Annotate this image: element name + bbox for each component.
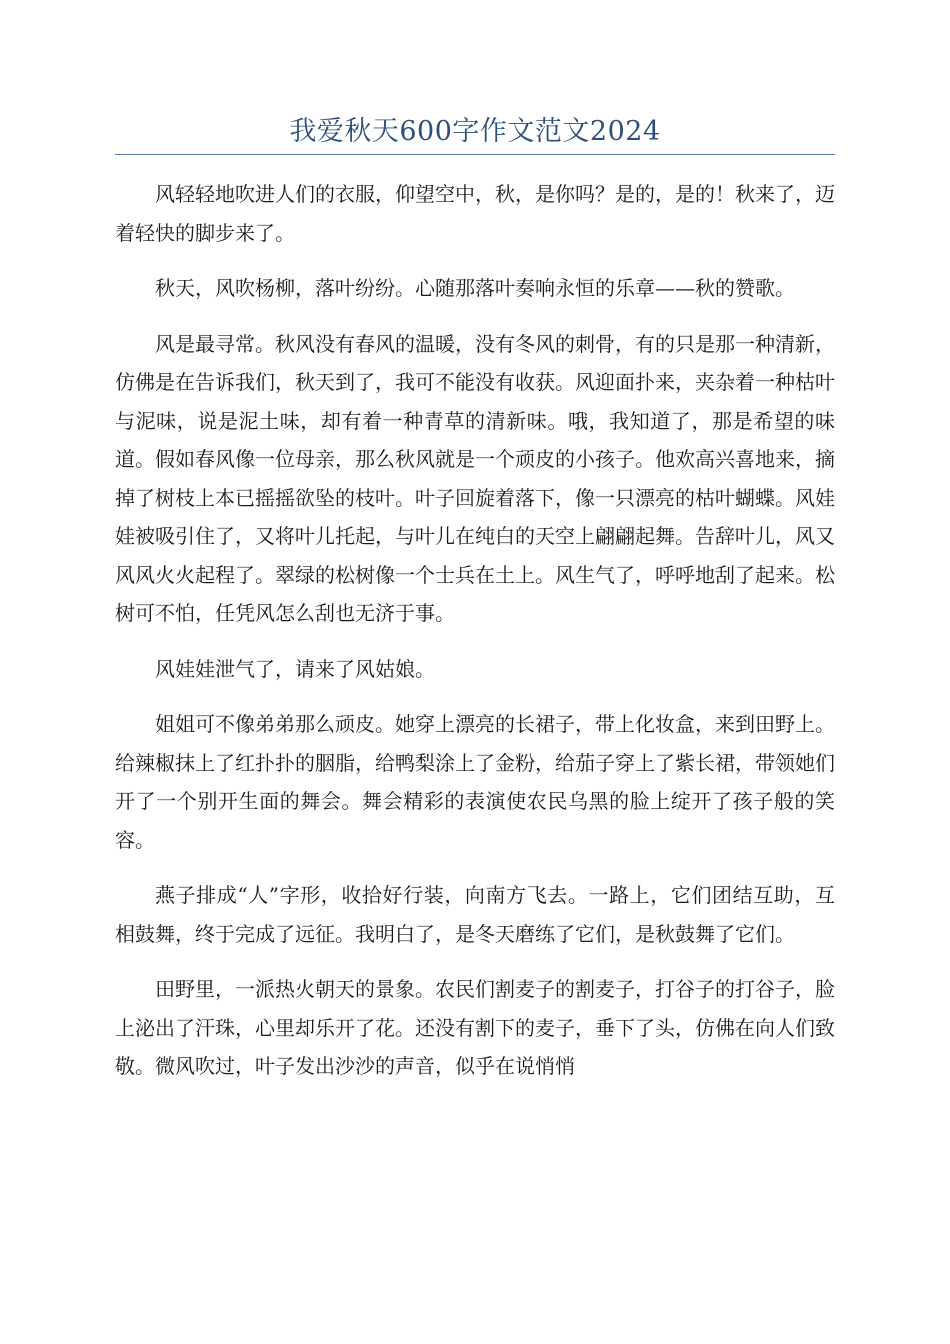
- article-body: [115, 175, 835, 1103]
- paragraph-1: 风轻轻地吹进人们的衣服，仰望空中，秋，是你吗？是的，是的！秋来了，迈着轻快的脚步来了。: [115, 182, 835, 245]
- paragraph-4: 风娃娃泄气了，请来了风姑娘。: [155, 656, 435, 681]
- paragraph-5: 姐姐可不像弟弟那么顽皮。她穿上漂亮的长裙子，带上化妆盒，来到田野上。给辣椒抹上了红扑扑的胭脂，给鸭梨涂上了金粉，给茄子穿上了紫长裙，带领她们开了一个别开生面的舞会。舞会精彩的表演使农民乌黑的脸上绽开了孩子般的笑容。: [115, 712, 835, 852]
- paragraph-3: 风是最寻常。秋风没有春风的温暖，没有冬风的刺骨，有的只是那一种清新，仿佛是在告诉我们，秋天到了，我可不能没有收获。风迎面扑来，夹杂着一种枯叶与泥味，说是泥土味，却有着一种青草的清新味。哦，我知道了，那是希望的味道。假如春风像一位母亲，那么秋风就是一个顽皮的小孩子。他欢高兴喜地来，摘掉了树枝上本已摇摇欲坠的枝叶。叶子回旋着落下，像一只漂亮的枯叶蝴蝶。风娃娃被吸引住了，又将叶儿托起，与叶儿在纯白的天空上翩翩起舞。告辞叶儿，风又风风火火起程了。翠绿的松树像一个士兵在土上。风生气了，呼呼地刮了起来。松树可不怕，任凭风怎么刮也无济于事。: [115, 331, 835, 625]
- page-title: 我爱秋天600字作文范文2024: [289, 116, 661, 147]
- title-divider: [115, 154, 835, 155]
- paragraph-2: 秋天，风吹杨柳，落叶纷纷。心随那落叶奏响永恒的乐章——秋的赞歌。: [155, 276, 795, 300]
- paragraph-7: 田野里，一派热火朝天的景象。农民们割麦子的割麦子，打谷子的打谷子，脸上泌出了汗珠，心里却乐开了花。还没有割下的麦子，垂下了头，仿佛在向人们致敬。微风吹过，叶子发出沙沙的声音，似乎在说悄悄: [115, 977, 835, 1078]
- paragraph-6: 燕子排成“人”字形，收拾好行装，向南方飞去。一路上，它们团结互助，互相鼓舞，终于完成了远征。我明白了，是冬天磨练了它们，是秋鼓舞了它们。: [115, 883, 835, 946]
